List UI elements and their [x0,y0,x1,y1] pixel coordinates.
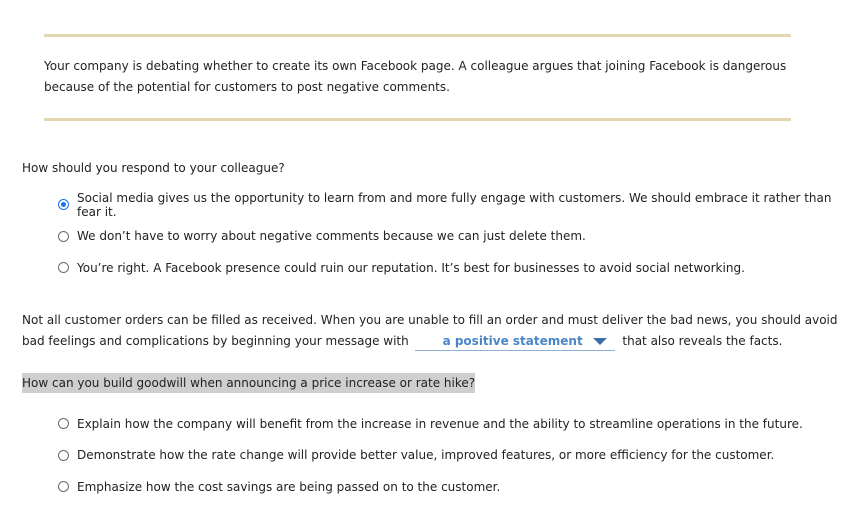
option-label: We don’t have to worry about negative comments because we can just delete them. [77,229,586,244]
radio-button[interactable] [58,262,69,273]
question-1-prompt: How should you respond to your colleague? [22,161,285,175]
bottom-divider [44,118,791,121]
question-1-option-2[interactable] [22,221,842,253]
question-1-option-1[interactable] [22,189,842,221]
scenario-text: Your company is debating whether to create its own Facebook page. A colleague argues that joining Facebook is dangerous because of the potential for customers to post negative comments. [44,59,787,94]
question-3-option-2[interactable] [22,440,842,472]
radio-button[interactable] [58,450,69,461]
option-label: You’re right. A Facebook presence could ruin our reputation. It’s best for businesses to avoid social networking. [77,260,745,275]
question-1 [22,161,842,284]
answer-dropdown[interactable] [415,332,615,351]
option-label: Explain how the company will benefit from the increase in revenue and the ability to streamline operations in the future. [77,416,803,431]
question-3-options [22,408,842,503]
question-2 [22,310,842,352]
radio-button[interactable] [58,418,69,429]
scenario-box [44,34,791,121]
radio-button-selected[interactable] [58,199,69,210]
radio-button[interactable] [58,231,69,242]
question-3 [22,373,842,503]
radio-button[interactable] [58,481,69,492]
question-2-text-before: Not all customer orders can be filled as received. When you are unable to fill an order and must deliver the bad news, you should avoid bad feelings and complications by beginning your message with [22,313,838,348]
question-1-option-3[interactable] [22,252,842,284]
question-1-options [22,189,842,284]
option-label: Demonstrate how the rate change will provide better value, improved features, or more efficiency for the customer. [77,448,775,463]
option-label: Emphasize how the cost savings are being passed on to the customer. [77,479,501,494]
caret-down-icon [593,338,607,345]
question-2-text-after: that also reveals the facts. [622,334,783,348]
question-3-prompt: How can you build goodwill when announcing a price increase or rate hike? [22,373,475,393]
question-3-option-3[interactable] [22,471,842,503]
question-3-option-1[interactable] [22,408,842,440]
option-label: Social media gives us the opportunity to learn from and more fully engage with customers. We should embrace it rather than fear it. [77,190,832,219]
dropdown-value: a positive statement [442,334,583,348]
